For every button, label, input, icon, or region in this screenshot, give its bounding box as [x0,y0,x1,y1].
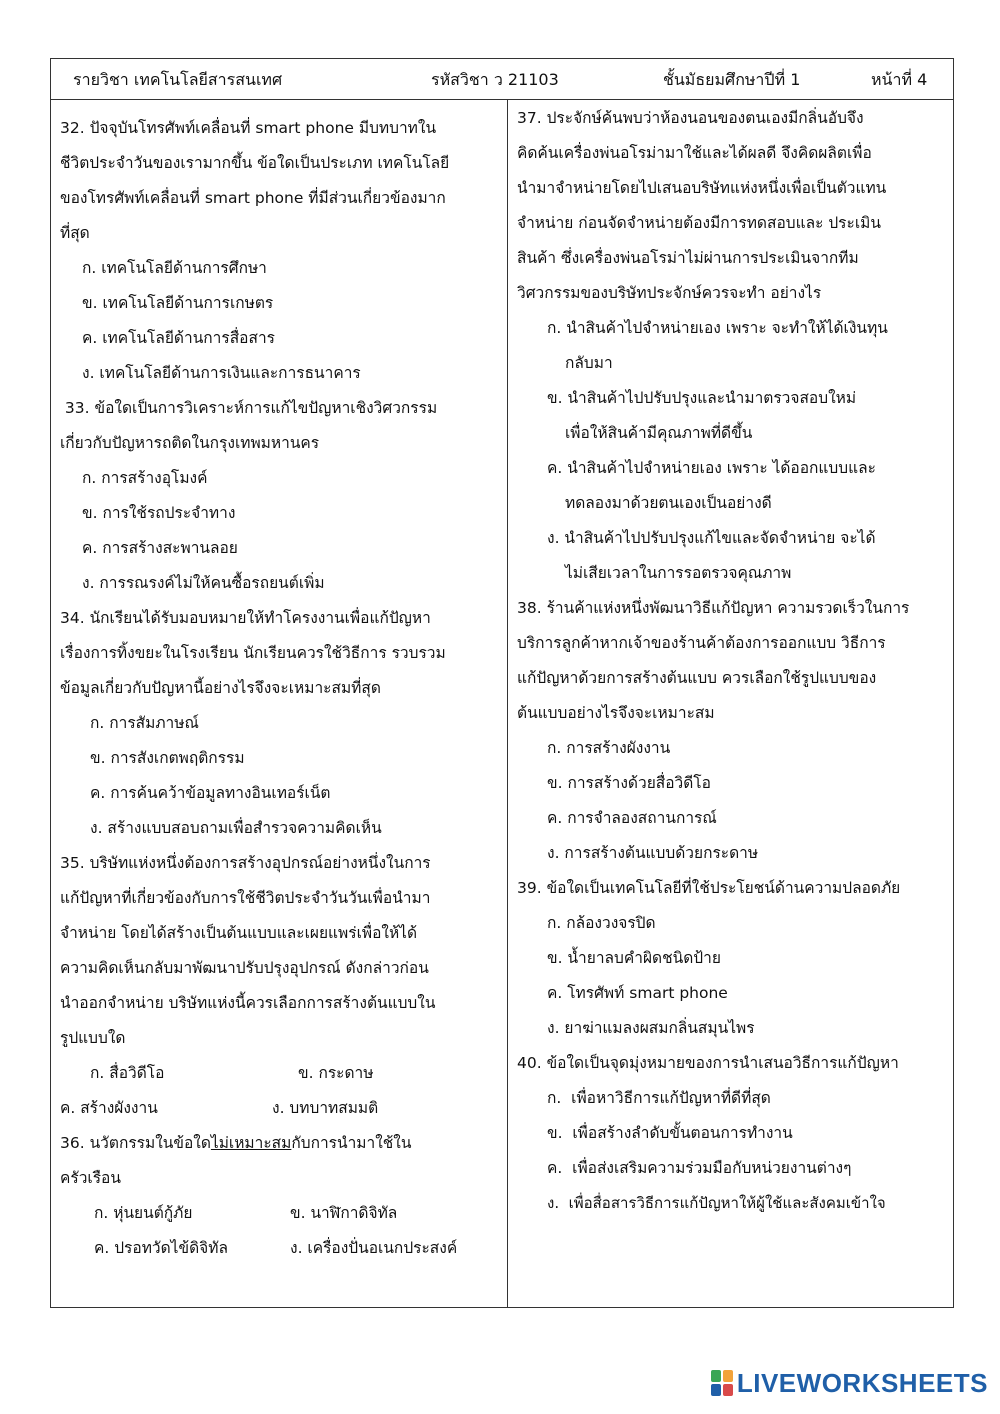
question-text: 38. ร้านค้าแห่งหนึ่งพัฒนาวิธีแก้ปัญหา ความรวดเร็วในการ [517,599,910,617]
question-text: แก้ปัญหาที่เกี่ยวข้องกับการใช้ชีวิตประจำวันวันเพื่อนำมา [60,889,431,907]
choice-d[interactable]: ง. สร้างแบบสอบถามเพื่อสำรวจความคิดเห็น [90,819,382,837]
choice-a-line1: ก. นำสินค้าไปจำหน่ายเอง เพราะ จะทำให้ได้เงินทุน [547,319,888,337]
question-text: บริการลูกค้าหากเจ้าของร้านค้าต้องการออกแบบ วิธีการ [517,634,886,652]
choice-d[interactable]: ง. เทคโนโลยีด้านการเงินและการธนาคาร [82,364,361,382]
question-text: ชีวิตประจำวันของเรามากขึ้น ข้อใดเป็นประเภท เทคโนโลยี [60,154,450,172]
right-column [517,101,947,1221]
question-text: 35. บริษัทแห่งหนึ่งต้องการสร้างอุปกรณ์อย่างหนึ่งในการ [60,854,431,872]
question-text: ของโทรศัพท์เคลื่อนที่ smart phone ที่มีส่วนเกี่ยวข้องมาก [60,189,446,207]
choice-row [60,1056,500,1091]
question-text: สินค้า ซึ่งเครื่องพ่นอโรม่าไม่ผ่านการประเมินจากทีม [517,249,859,267]
choice-a[interactable]: ก. เพื่อหาวิธีการแก้ปัญหาที่ดีที่สุด [547,1089,771,1107]
choice-d-line2: ไม่เสียเวลาในการรอตรวจคุณภาพ [565,564,792,582]
choice-c[interactable]: ค. การค้นคว้าข้อมูลทางอินเทอร์เน็ต [90,784,331,802]
choice-a[interactable]: ก. กล้องวงจรปิด [547,914,656,932]
choice-d[interactable]: ง. เครื่องปั่นอเนกประสงค์ [290,1239,458,1257]
question-text: นำออกจำหน่าย บริษัทแห่งนี้ควรเลือกการสร้างต้นแบบใน [60,994,436,1012]
liveworksheets-logo-icon [711,1370,733,1396]
grade-level: ชั้นมัธยมศึกษาปีที่ 1 [663,70,801,89]
question-text: รูปแบบใด [60,1029,126,1047]
worksheet-header [51,59,953,100]
question-text: จำหน่าย โดยได้สร้างเป็นต้นแบบและเผยแพร่เพื่อให้ได้ [60,924,418,942]
choice-c-line1: ค. นำสินค้าไปจำหน่ายเอง เพราะ ได้ออกแบบและ [547,459,876,477]
choice-c[interactable]: ค. การจำลองสถานการณ์ [547,809,717,827]
question-text: ต้นแบบอย่างไรจึงจะเหมาะสม [517,704,715,722]
question-text: ข้อมูลเกี่ยวกับปัญหานี้อย่างไรจึงจะเหมาะสมที่สุด [60,679,381,697]
choice-b-line2: เพื่อให้สินค้ามีคุณภาพที่ดีขึ้น [565,424,753,442]
question-text: วิศวกรรมของบริษัทประจักษ์ควรจะทำ อย่างไร [517,284,822,302]
choice-d[interactable]: ง. บทบาทสมมติ [272,1099,379,1117]
choice-a-line2: กลับมา [565,354,613,372]
question-text: ครัวเรือน [60,1169,121,1187]
question-text: นำมาจำหน่ายโดยไปเสนอบริษัทแห่งหนึ่งเพื่อเป็นตัวแทน [517,179,887,197]
choice-c[interactable]: ค. การสร้างสะพานลอย [82,539,238,557]
choice-a[interactable]: ก. สื่อวิดีโอ [90,1064,165,1082]
choice-b[interactable]: ข. การใช้รถประจำทาง [82,504,236,522]
left-column [60,111,500,1266]
underlined-keyword: ไม่เหมาะสม [210,1134,292,1152]
choice-d-line1: ง. นำสินค้าไปปรับปรุงแก้ไขและจัดจำหน่าย จะได้ [547,529,876,547]
column-divider [507,100,508,1308]
question-prefix: 36. นวัตกรรมในข้อใด [60,1134,211,1152]
page-number: หน้าที่ 4 [871,70,928,89]
choice-c-line2: ทดลองมาด้วยตนเองเป็นอย่างดี [565,494,772,512]
question-text: 39. ข้อใดเป็นเทคโนโลยีที่ใช้ประโยชน์ด้านความปลอดภัย [517,879,901,897]
choice-a[interactable] [517,311,947,381]
question-text [60,1126,500,1161]
question-text: ความคิดเห็นกลับมาพัฒนาปรับปรุงอุปกรณ์ ดังกล่าวก่อน [60,959,429,977]
choice-d[interactable] [517,521,947,591]
choice-b[interactable]: ข. การสร้างด้วยสื่อวิดีโอ [547,774,711,792]
choice-b[interactable]: ข. การสังเกตพฤติกรรม [90,749,245,767]
worksheet-page [50,58,954,1308]
question-suffix: กับการนำมาใช้ใน [291,1134,412,1152]
question-32 [60,111,500,391]
choice-row [60,1231,500,1266]
choice-a[interactable]: ก. เทคโนโลยีด้านการศึกษา [82,259,267,277]
question-text: เรื่องการทิ้งขยะในโรงเรียน นักเรียนควรใช้วิธีการ รวบรวม [60,644,446,662]
choice-c[interactable] [517,451,947,521]
question-text: 37. ประจักษ์ค้นพบว่าห้องนอนของตนเองมีกลิ่นอับจึง [517,109,864,127]
choice-row [60,1091,500,1126]
subject-name: รายวิชา เทคโนโลยีสารสนเทศ [73,70,283,89]
question-35 [60,846,500,1126]
question-text: 32. ปัจจุบันโทรศัพท์เคลื่อนที่ smart phone มีบทบาทใน [60,119,437,137]
choice-a[interactable]: ก. การสร้างอุโมงค์ [82,469,208,487]
question-39 [517,871,947,1046]
choice-d[interactable]: ง. เพื่อสื่อสารวิธีการแก้ปัญหาให้ผู้ใช้และสังคมเข้าใจ [547,1194,886,1212]
liveworksheets-logo[interactable] [711,1366,988,1400]
question-text: ที่สุด [60,224,90,242]
choice-c[interactable]: ค. ปรอทวัดไข้ดิจิทัล [94,1239,228,1257]
question-text: 40. ข้อใดเป็นจุดมุ่งหมายของการนำเสนอวิธีการแก้ปัญหา [517,1054,899,1072]
choice-b[interactable]: ข. เทคโนโลยีด้านการเกษตร [82,294,274,312]
subject-code: รหัสวิชา ว 21103 [431,70,559,89]
question-40 [517,1046,947,1221]
choice-b[interactable]: ข. น้ำยาลบคำผิดชนิดป้าย [547,949,721,967]
choice-a[interactable]: ก. การสัมภาษณ์ [90,714,199,732]
choice-row [60,1196,500,1231]
question-38 [517,591,947,871]
choice-d[interactable]: ง. ยาฆ่าแมลงผสมกลิ่นสมุนไพร [547,1019,755,1037]
question-37 [517,101,947,591]
choice-c[interactable]: ค. เพื่อส่งเสริมความร่วมมือกับหน่วยงานต่างๆ [547,1159,852,1177]
question-text: คิดค้นเครื่องพ่นอโรม่ามาใช้และได้ผลดี จึงคิดผลิตเพื่อ [517,144,872,162]
choice-c[interactable]: ค. สร้างผังงาน [60,1099,158,1117]
logo-text: LIVEWORKSHEETS [736,1367,988,1398]
choice-a[interactable]: ก. หุ่นยนต์กู้ภัย [94,1204,193,1222]
choice-b-line1: ข. นำสินค้าไปปรับปรุงและนำมาตรวจสอบใหม่ [547,389,857,407]
question-34 [60,601,500,846]
choice-b[interactable]: ข. นาฬิกาดิจิทัล [290,1204,398,1222]
choice-d[interactable]: ง. การรณรงค์ไม่ให้คนซื้อรถยนต์เพิ่ม [82,574,325,592]
choice-b[interactable] [517,381,947,451]
choice-b[interactable]: ข. เพื่อสร้างลำดับขั้นตอนการทำงาน [547,1124,793,1142]
question-text: เกี่ยวกับปัญหารถติดในกรุงเทพมหานคร [60,434,320,452]
choice-c[interactable]: ค. โทรศัพท์ smart phone [547,984,728,1002]
question-36 [60,1126,500,1266]
choice-a[interactable]: ก. การสร้างผังงาน [547,739,671,757]
question-text: แก้ปัญหาด้วยการสร้างต้นแบบ ควรเลือกใช้รูปแบบของ [517,669,877,687]
choice-d[interactable]: ง. การสร้างต้นแบบด้วยกระดาษ [547,844,759,862]
choice-c[interactable]: ค. เทคโนโลยีด้านการสื่อสาร [82,329,275,347]
question-text: จำหน่าย ก่อนจัดจำหน่ายต้องมีการทดสอบและ ประเมิน [517,214,881,232]
question-text: 34. นักเรียนได้รับมอบหมายให้ทำโครงงานเพื่อแก้ปัญหา [60,609,431,627]
question-text: 33. ข้อใดเป็นการวิเคราะห์การแก้ไขปัญหาเชิงวิศวกรรม [60,399,438,417]
choice-b[interactable]: ข. กระดาษ [298,1064,374,1082]
question-33 [60,391,500,601]
